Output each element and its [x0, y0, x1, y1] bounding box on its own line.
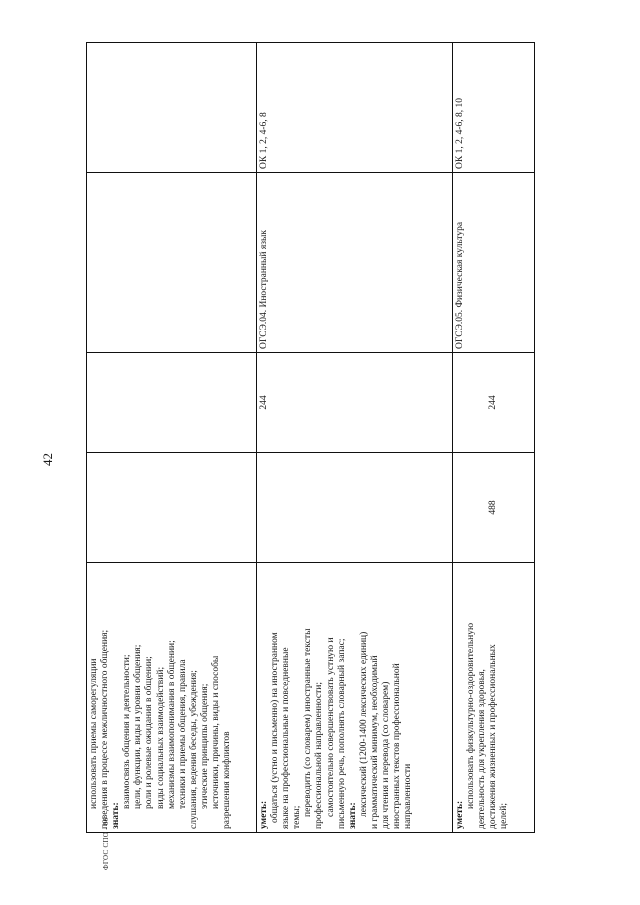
- section-heading: уметь:: [259, 800, 269, 829]
- text-line: целей;: [499, 803, 510, 829]
- text-line: самостоятельно совершенствовать устную и: [325, 637, 336, 817]
- text-line: направленности: [403, 763, 414, 829]
- table-row: [257, 43, 453, 833]
- text-line: деятельность для укрепления здоровья,: [477, 669, 488, 829]
- text-line: виды социальных взаимодействий;: [155, 666, 166, 809]
- text-line: разрешения конфликтов: [222, 731, 233, 829]
- text-line: профессиональной направленности;: [314, 682, 325, 829]
- section-heading: знать:: [347, 802, 358, 829]
- text-line: достижения жизненных и профессиональных: [488, 644, 499, 829]
- competences-cell: ОК 1, 2, 4-6, 8: [257, 43, 453, 173]
- rotated-table-container: [86, 43, 534, 833]
- text-line: и грамматический минимум, необходимый: [369, 655, 380, 829]
- competences-cell: ОК 1, 2, 4-6, 8, 10: [453, 43, 535, 173]
- total-hours-cell: 488: [453, 453, 535, 563]
- text-line: механизмы взаимопонимания в общении;: [166, 640, 177, 809]
- hours-cell: 244: [453, 353, 535, 453]
- table-row: [87, 43, 257, 833]
- text-line: цели, функции, виды и уровни общения;: [133, 644, 144, 809]
- knowledge-cell: [453, 563, 535, 833]
- text-line: общаться (устно и письменно) на иностранном: [270, 632, 281, 823]
- text-line: источники, причины, виды и способы: [211, 655, 222, 809]
- hours-cell: 244: [257, 353, 453, 453]
- table-row: [453, 43, 535, 833]
- section-heading: знать:: [111, 802, 122, 829]
- text-line: поведения в процессе межличностного общения;: [100, 629, 111, 829]
- competences-cell: [87, 43, 257, 173]
- text-line: лексический (1200-1400 лексических единиц): [358, 631, 369, 817]
- total-hours-cell: [87, 453, 257, 563]
- section-heading: уметь:: [455, 800, 465, 829]
- text-line: темы;: [292, 805, 303, 829]
- text-line: использовать физкультурно-оздоровительную: [466, 622, 477, 809]
- discipline-cell: [87, 173, 257, 353]
- text-line: взаимосвязь общения и деятельности;: [122, 654, 133, 809]
- footer-code: ФГОС СПО - 06: [102, 817, 110, 870]
- hours-cell: [87, 353, 257, 453]
- competence-table: [86, 42, 535, 833]
- discipline-cell: ОГСЭ.05. Физическая культура: [453, 173, 535, 353]
- text-line: использовать приемы саморегуляции: [89, 658, 99, 809]
- knowledge-cell: [87, 563, 257, 833]
- text-line: переводить (со словарем) иностранные тексты: [303, 628, 314, 817]
- text-line: этические принципы общения;: [199, 683, 210, 809]
- text-line: письменную речь, пополнять словарный запас;: [336, 638, 347, 829]
- text-line: техники и приемы общения, правила: [177, 659, 188, 809]
- text-line: для чтения и перевода (со словарем): [381, 681, 392, 829]
- text-line: иностранных текстов профессиональной: [392, 663, 403, 829]
- knowledge-cell: [257, 563, 453, 833]
- text-line: слушания, ведения беседы, убеждения;: [188, 670, 199, 829]
- total-hours-cell: [257, 453, 453, 563]
- text-line: языке на профессиональные и повседневные: [281, 647, 292, 829]
- text-line: роли и ролевые ожидания в общении;: [144, 656, 155, 809]
- page-number: 42: [40, 453, 55, 466]
- discipline-cell: ОГСЭ.04. Иностранный язык: [257, 173, 453, 353]
